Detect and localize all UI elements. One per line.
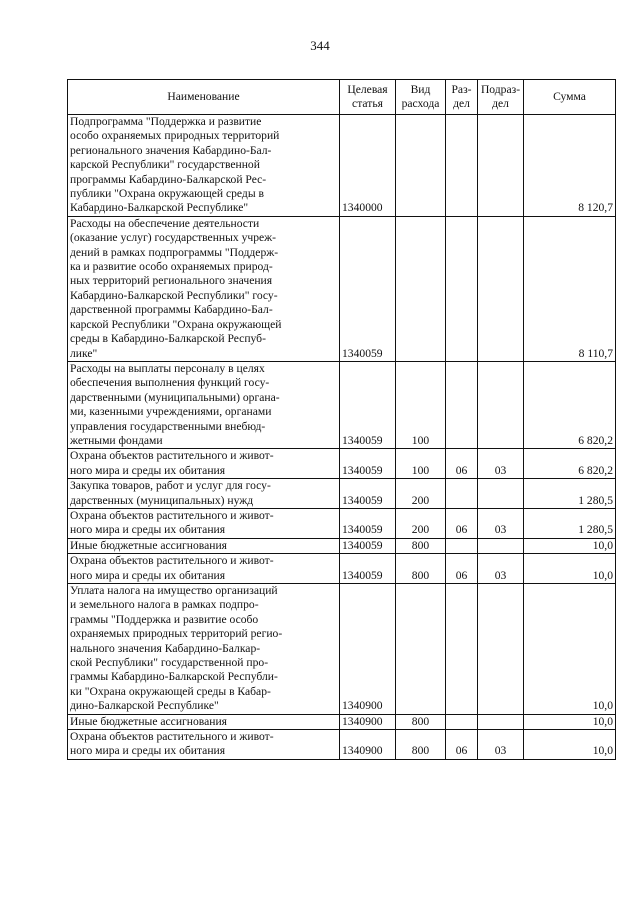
row-sum: 10,0 [524,714,616,729]
row-expense [396,216,446,361]
row-code: 1340059 [340,361,396,448]
row-name: Охрана объектов растительного и живот- ного мира и среды их обитания [68,730,340,760]
row-subsection: 03 [478,508,524,538]
row-expense: 100 [396,361,446,448]
row-sum: 10,0 [524,538,616,553]
row-code: 1340059 [340,554,396,584]
row-subsection [478,361,524,448]
row-name: Охрана объектов растительного и живот- ного мира и среды их обитания [68,554,340,584]
row-expense: 100 [396,449,446,479]
row-subsection: 03 [478,554,524,584]
row-name: Уплата налога на имущество организаций и земельного налога в рамках подпро- граммы "Поддержка и развитие особо охраняемых природных территорий регио- нального значения Кабардино-Балкар- ской Республики" государственной про- граммы Кабардино-Балкарской Республи- ки "Охрана окружающей среды в Кабар- дино-Балкарской Республике" [68,584,340,715]
page-number: 344 [310,38,330,53]
table-row [68,449,616,479]
table-row [68,730,616,760]
table-row [68,115,616,217]
row-expense: 800 [396,538,446,553]
row-subsection [478,216,524,361]
row-name: Иные бюджетные ассигнования [68,538,340,553]
row-code: 1340059 [340,479,396,509]
row-expense [396,115,446,217]
row-name: Иные бюджетные ассигнования [68,714,340,729]
row-code: 1340900 [340,730,396,760]
row-code: 1340059 [340,216,396,361]
row-code: 1340059 [340,538,396,553]
row-sum: 6 820,2 [524,361,616,448]
row-subsection [478,115,524,217]
row-section: 06 [446,730,478,760]
row-name: Расходы на выплаты персоналу в целях обеспечения выполнения функций госу- дарственными (муниципальными) органа- ми, казенными учреждениями, органами управления государственными внебюд- жетными фондами [68,361,340,448]
row-subsection: 03 [478,449,524,479]
row-code: 1340059 [340,508,396,538]
row-section [446,115,478,217]
table-row [68,216,616,361]
row-name: Охрана объектов растительного и живот- ного мира и среды их обитания [68,449,340,479]
row-section [446,538,478,553]
row-code: 1340059 [340,449,396,479]
row-name: Подпрограмма "Поддержка и развитие особо охраняемых природных территорий регионального значения Кабардино-Бал- карской Республики" государственной программы Кабардино-Балкарской Рес- публики "Охрана окружающей среды в Кабардино-Балкарской Республике" [68,115,340,217]
header-expense: Вид расхода [396,80,446,115]
table-row [68,361,616,448]
row-expense: 800 [396,730,446,760]
row-sum: 8 110,7 [524,216,616,361]
row-section [446,216,478,361]
row-name: Расходы на обеспечение деятельности (оказание услуг) государственных учреж- дений в рамках подпрограммы "Поддерж- ка и развитие особо охраняемых природ- ных территорий регионального значения Кабардино-Балкарской Республики" госу- дарственной программы Кабардино-Бал- карской Республики "Охрана окружающей среды в Кабардино-Балкарской Респуб- лике" [68,216,340,361]
row-code: 1340900 [340,584,396,715]
header-subsection: Подраз- дел [478,80,524,115]
row-expense [396,584,446,715]
row-sum: 1 280,5 [524,508,616,538]
row-code: 1340000 [340,115,396,217]
row-section: 06 [446,449,478,479]
row-expense: 200 [396,508,446,538]
row-section: 06 [446,508,478,538]
table-row [68,714,616,729]
row-subsection [478,479,524,509]
row-section [446,584,478,715]
header-sum: Сумма [524,80,616,115]
row-name: Закупка товаров, работ и услуг для госу- дарственных (муниципальных) нужд [68,479,340,509]
header-name: Наименование [68,80,340,115]
row-section: 06 [446,554,478,584]
budget-table [67,79,616,760]
row-subsection [478,714,524,729]
row-sum: 10,0 [524,730,616,760]
row-subsection: 03 [478,730,524,760]
row-sum: 10,0 [524,554,616,584]
row-expense: 200 [396,479,446,509]
row-sum: 8 120,7 [524,115,616,217]
table-row [68,538,616,553]
row-sum: 10,0 [524,584,616,715]
row-expense: 800 [396,714,446,729]
table-row [68,584,616,715]
row-name: Охрана объектов растительного и живот- ного мира и среды их обитания [68,508,340,538]
row-section [446,479,478,509]
table-row [68,508,616,538]
table-row [68,479,616,509]
row-sum: 1 280,5 [524,479,616,509]
table-row [68,554,616,584]
row-sum: 6 820,2 [524,449,616,479]
header-code: Целевая статья [340,80,396,115]
row-subsection [478,538,524,553]
row-code: 1340900 [340,714,396,729]
row-subsection [478,584,524,715]
row-section [446,714,478,729]
row-expense: 800 [396,554,446,584]
row-section [446,361,478,448]
header-row [68,80,616,115]
header-section: Раз- дел [446,80,478,115]
